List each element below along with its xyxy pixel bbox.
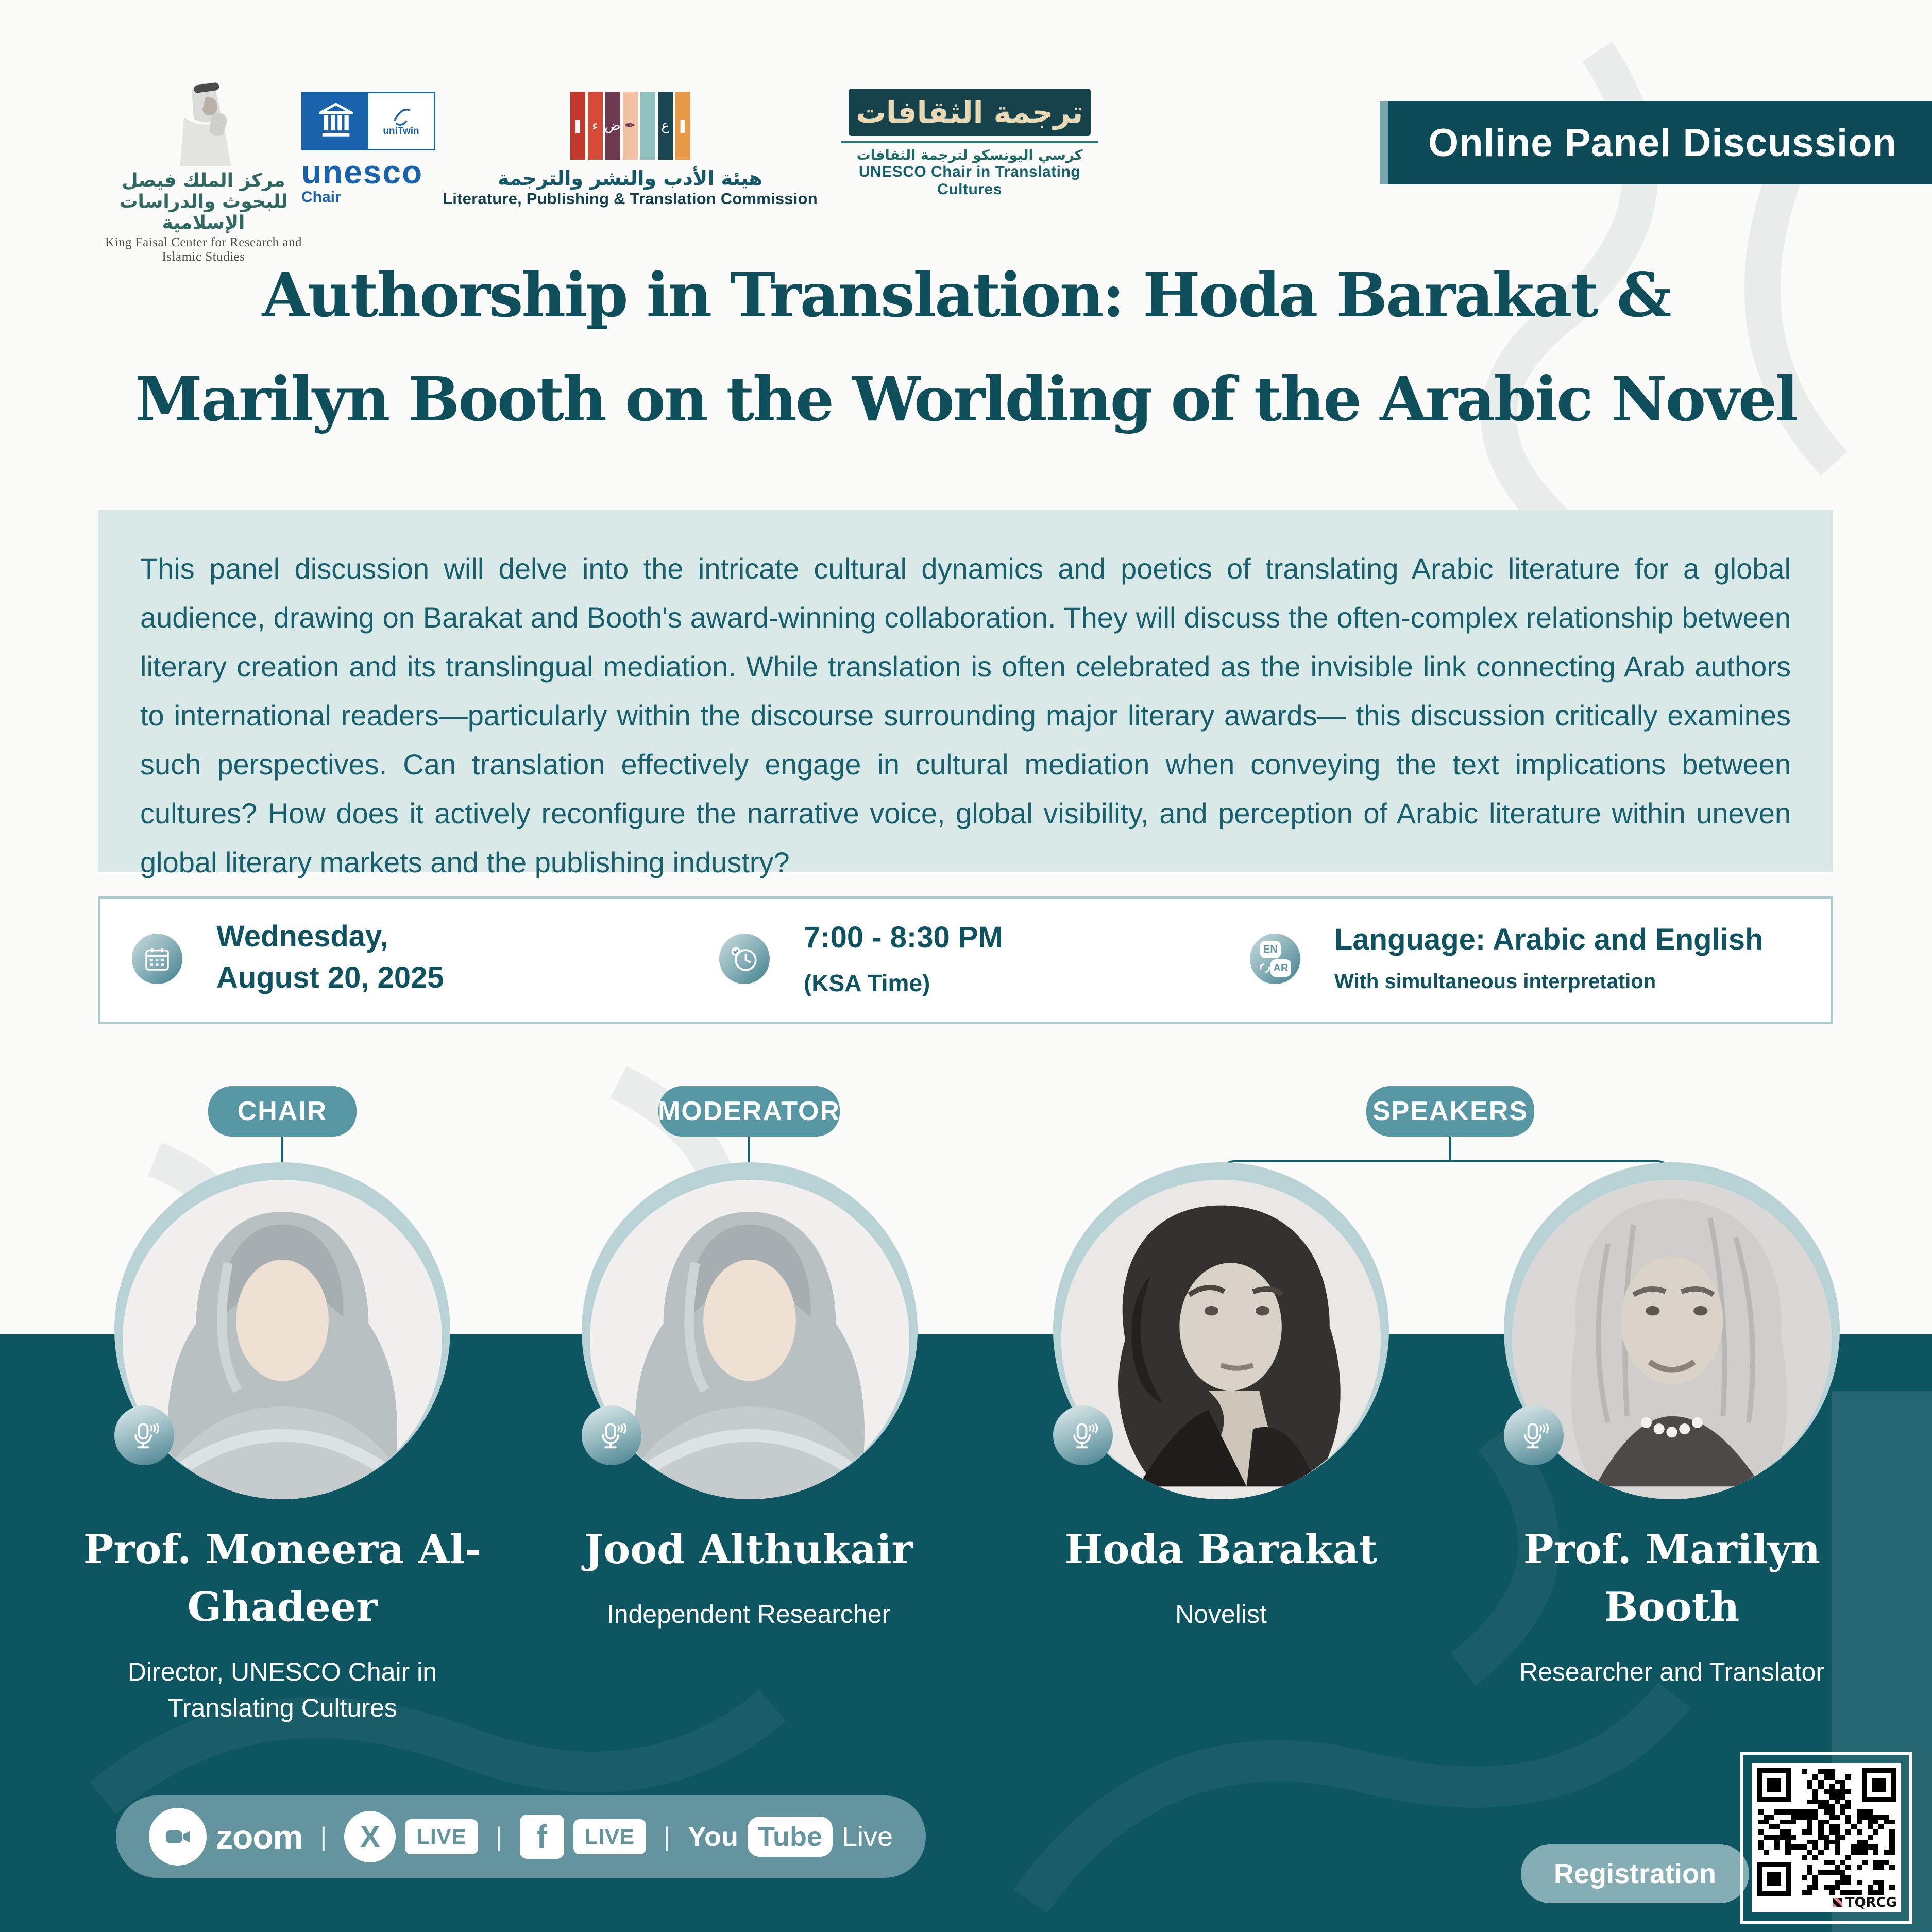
translating-cultures-banner-arabic: ترجمة الثقافات — [856, 95, 1083, 130]
qr-finder-bottom-left — [1757, 1862, 1791, 1896]
registration-label: Registration — [1554, 1858, 1717, 1889]
kfcris-english-label: King Faisal Center for Research and Islamic Studies — [105, 235, 302, 264]
microphone-icon — [114, 1405, 174, 1465]
avatar-photo — [590, 1180, 909, 1499]
avatar-photo — [123, 1180, 442, 1499]
clock-icon — [719, 934, 770, 984]
qr-mini-icon — [1833, 1898, 1842, 1907]
microphone-icon — [582, 1405, 641, 1465]
language-key-ar: AR — [1270, 959, 1291, 977]
person-card-hoda — [1015, 1521, 1427, 1632]
facebook-glyph: f — [536, 1819, 548, 1855]
lptc-arabic-label: هيئة الأدب والنشر والترجمة — [498, 167, 762, 190]
time-block — [804, 917, 1003, 998]
chair-badge — [208, 1086, 357, 1137]
event-info-bar — [98, 896, 1833, 1024]
qr-vendor-label — [1833, 1895, 1897, 1910]
unitwin-icon — [368, 93, 434, 149]
unesco-chair-label: Chair — [301, 189, 341, 206]
facebook-live-link[interactable] — [520, 1815, 646, 1859]
person-title: Novelist — [1175, 1600, 1267, 1629]
person-card-jood — [543, 1521, 955, 1632]
youtube-live-link[interactable] — [688, 1817, 893, 1857]
divider: | — [495, 1822, 502, 1851]
language-line: Language: Arabic and English — [1334, 923, 1764, 956]
translating-cultures-banner — [849, 89, 1091, 136]
youtube-tube-icon: Tube — [748, 1817, 833, 1857]
facebook-icon — [520, 1815, 564, 1859]
youtube-live-label: Live — [842, 1821, 893, 1852]
page-title — [0, 243, 1932, 451]
translating-cultures-arabic: كرسي اليونسكو لترجمة الثقافات — [856, 147, 1083, 163]
avatar-photo — [1512, 1180, 1832, 1499]
kfcris-logo — [100, 72, 307, 264]
avatar-jood-althukair — [590, 1180, 909, 1499]
event-type-badge — [1380, 101, 1932, 184]
person-name: Hoda Barakat — [1064, 1526, 1378, 1573]
kfcris-arabic-calligraphy: مركز الملك فيصل للبحوث والدراسات الإسلامية — [119, 170, 288, 233]
moderator-badge — [658, 1086, 840, 1137]
divider: | — [320, 1822, 327, 1851]
title-line-1: Authorship in Translation: Hoda Barakat & — [262, 259, 1670, 331]
lptc-bars-icon: ❚ ء ض ✒ ع ❚ — [563, 92, 697, 160]
time-zone: (KSA Time) — [804, 970, 930, 996]
title-line-2: Marilyn Booth on the Worlding of the Arabic Novel — [135, 363, 1797, 435]
person-name: Prof. Marilyn Booth — [1523, 1526, 1821, 1631]
lptc-logo — [432, 92, 828, 208]
unesco-wordmark: unesco — [301, 154, 423, 191]
registration-button[interactable] — [1521, 1844, 1749, 1903]
interpretation-note: With simultaneous interpretation — [1334, 970, 1656, 993]
event-type-label: Online Panel Discussion — [1428, 121, 1897, 165]
calendar-icon — [132, 934, 182, 984]
person-name: Jood Althukair — [584, 1526, 913, 1573]
language-swap-arrows — [1258, 961, 1272, 975]
microphone-icon — [1053, 1405, 1113, 1465]
speakers-connector-stub — [1449, 1137, 1451, 1162]
qr-vendor-text: TQRCG — [1845, 1895, 1897, 1910]
date-line-2: August 20, 2025 — [216, 961, 444, 994]
zoom-icon — [149, 1808, 207, 1866]
date-block — [216, 916, 444, 998]
registration-qr-code[interactable] — [1740, 1752, 1912, 1924]
translating-cultures-logo — [841, 89, 1098, 198]
language-key-en: EN — [1260, 941, 1281, 958]
qr-card — [1752, 1763, 1901, 1912]
person-name: Prof. Moneera Al-Ghadeer — [83, 1526, 482, 1631]
streaming-platforms-bar — [116, 1795, 926, 1878]
zoom-label: zoom — [216, 1818, 303, 1856]
unesco-temple-icon — [303, 93, 368, 149]
avatar-moneera-alghadeer — [123, 1180, 442, 1499]
x-live-label: LIVE — [405, 1819, 478, 1854]
unesco-logo — [301, 92, 435, 206]
translating-cultures-english: UNESCO Chair in Translating Cultures — [858, 163, 1081, 198]
person-title: Director, UNESCO Chair in Translating Cultures — [127, 1657, 437, 1722]
speakers-badge — [1366, 1086, 1534, 1137]
time-range: 7:00 - 8:30 PM — [804, 921, 1003, 954]
moderator-label: MODERATOR — [657, 1096, 841, 1126]
chair-label: CHAIR — [237, 1096, 328, 1126]
speakers-label: SPEAKERS — [1372, 1096, 1529, 1126]
youtube-you-label: You — [688, 1821, 739, 1852]
person-title: Researcher and Translator — [1519, 1657, 1824, 1686]
lptc-english-label: Literature, Publishing & Translation Commission — [443, 190, 818, 208]
qr-finder-top-right — [1862, 1768, 1896, 1802]
date-line-1: Wednesday, — [216, 920, 388, 953]
x-live-link[interactable] — [344, 1811, 478, 1862]
translating-cultures-divider — [841, 141, 1098, 143]
person-card-moneera — [76, 1521, 488, 1726]
facebook-live-label: LIVE — [573, 1819, 646, 1854]
person-card-marilyn — [1512, 1521, 1832, 1690]
language-block — [1334, 919, 1764, 995]
avatar-marilyn-booth — [1512, 1180, 1832, 1499]
kfcris-figure-icon — [155, 72, 252, 170]
microphone-icon — [1504, 1405, 1564, 1465]
event-description: This panel discussion will delve into the intricate cultural dynamics and poetics of translating Arabic literature for a global audience, drawing on Barakat and Booth's award-winning collaboration. They will discuss the often-complex relationship between literary creation and its translingual mediation. While translation is often celebrated as the invisible link connecting Arab authors to international readers—particularly within the discourse surrounding major literary awards— this discussion critically examines such perspectives. Can translation effectively engage in cultural mediation when conveying the text implications between cultures? How does it actively reconfigure the narrative voice, global visibility, and perception of Arabic literature within uneven global literary markets and the publishing industry? — [98, 510, 1833, 872]
person-title: Independent Researcher — [606, 1600, 891, 1629]
avatar-hoda-barakat — [1061, 1180, 1381, 1499]
unitwin-label: uniTwin — [383, 126, 419, 137]
divider: | — [664, 1822, 671, 1851]
zoom-link[interactable] — [149, 1808, 302, 1866]
x-icon — [344, 1811, 396, 1862]
avatar-photo — [1061, 1180, 1381, 1499]
x-glyph: X — [360, 1820, 380, 1854]
language-icon — [1250, 934, 1300, 984]
qr-finder-top-left — [1757, 1768, 1791, 1802]
